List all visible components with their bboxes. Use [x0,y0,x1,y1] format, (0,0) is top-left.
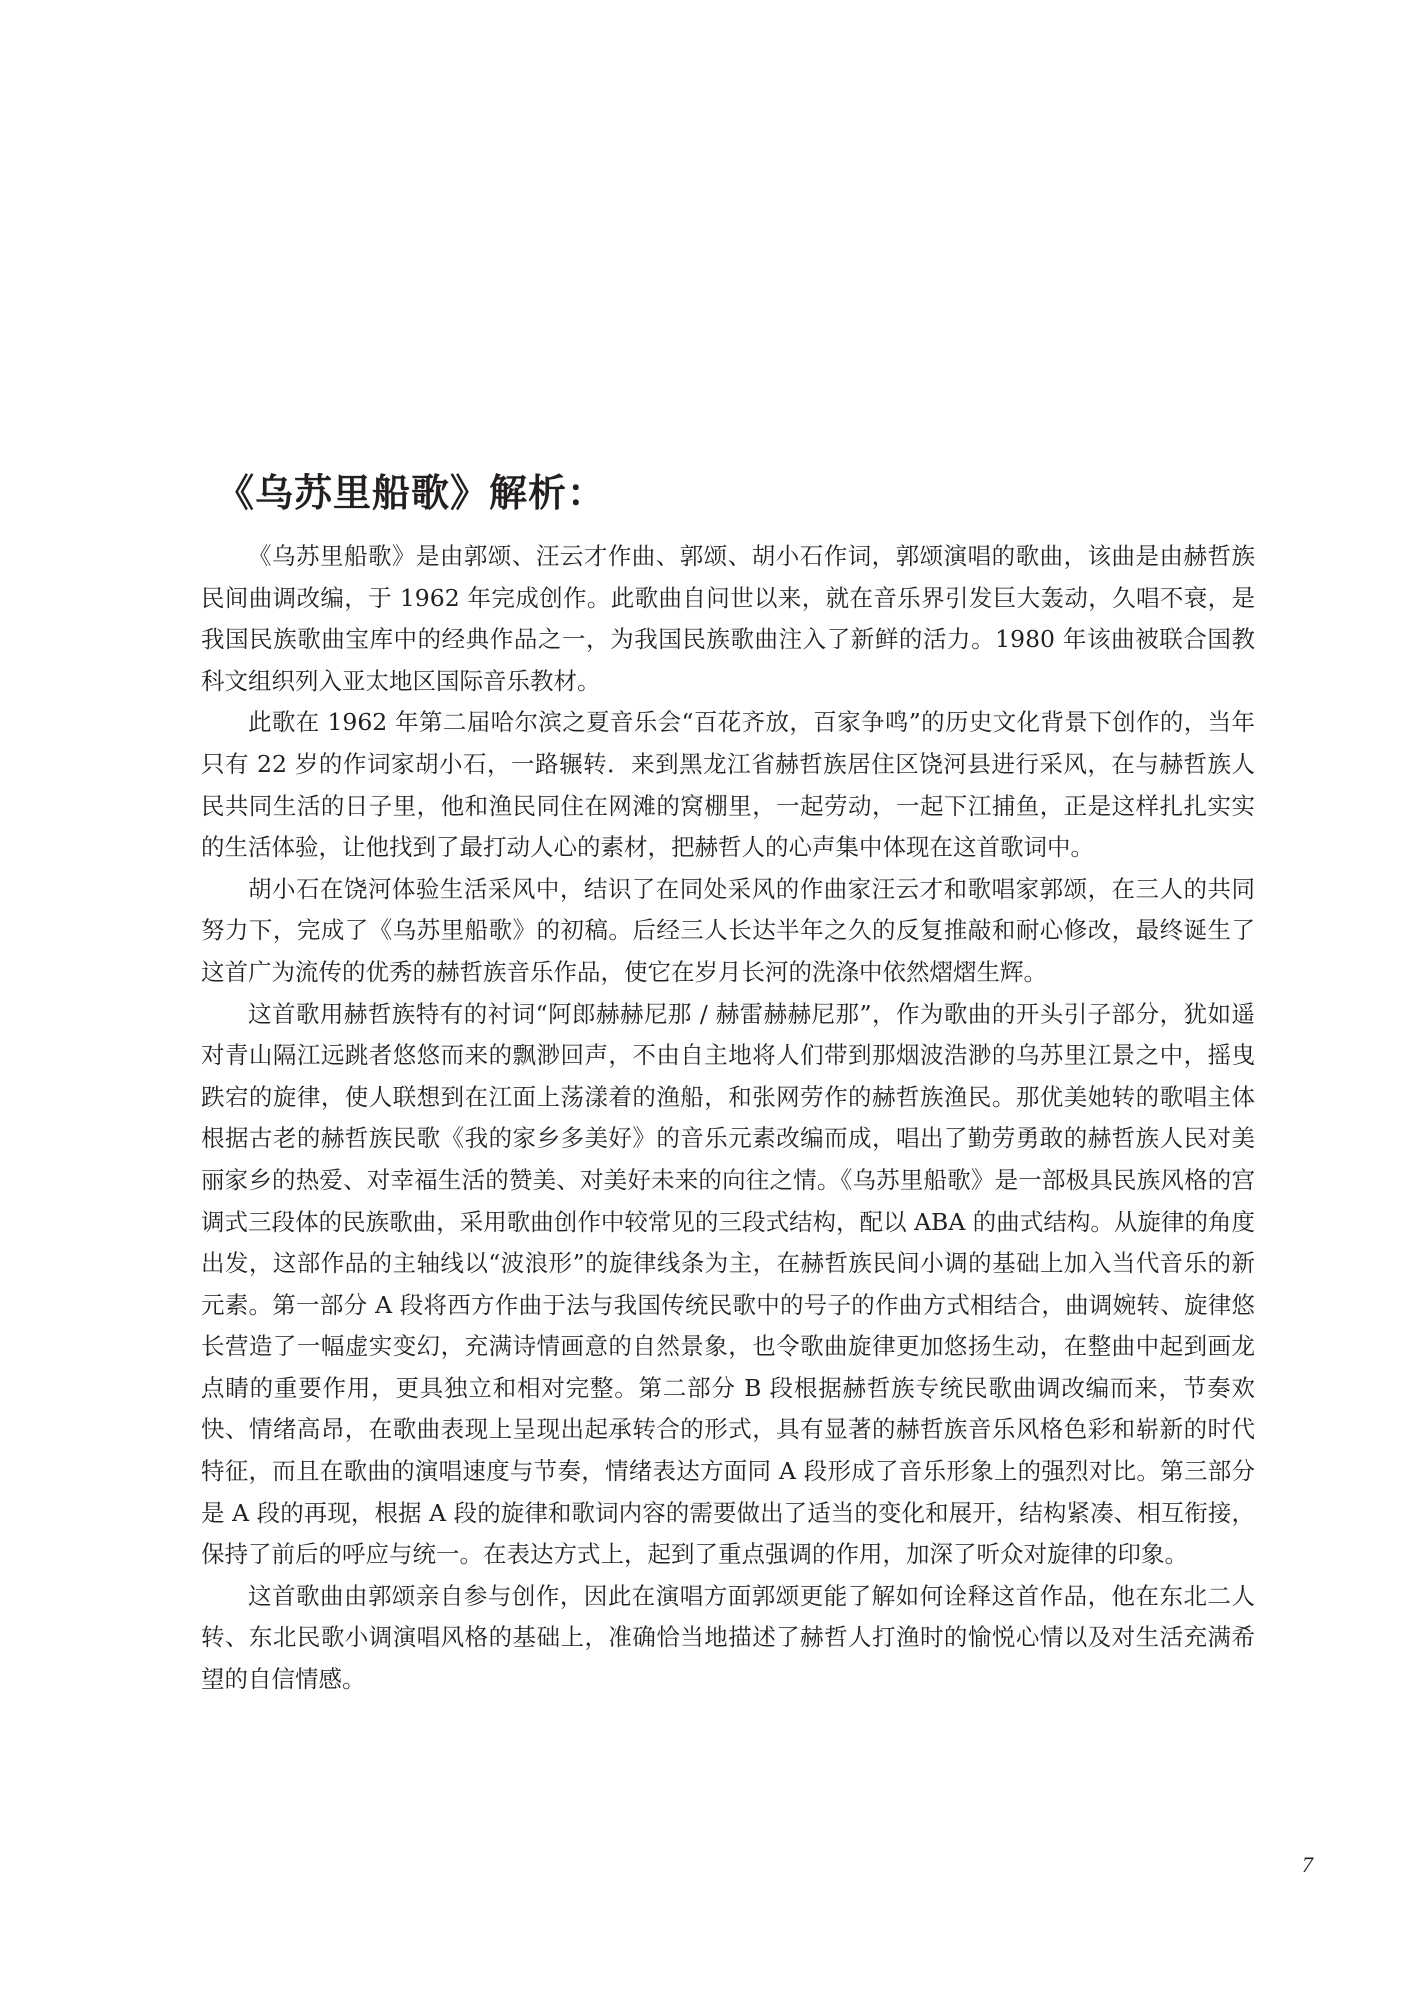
paragraph-1: 《乌苏里船歌》是由郭颂、汪云才作曲、郭颂、胡小石作词，郭颂演唱的歌曲，该曲是由赫哲族民间曲调改编，于 1962 年完成创作。此歌曲自问世以来，就在音乐界引发巨大轰动，久唱不衰，是我国民族歌曲宝库中的经典作品之一，为我国民族歌曲注入了新鲜的活力。1980 年该曲被联合国教科文组织列入亚太地区国际音乐教材。 [201,542,1255,695]
page-number: 7 [1302,1852,1313,1877]
paragraph-3: 胡小石在饶河体验生活采风中，结识了在同处采风的作曲家汪云才和歌唱家郭颂，在三人的共同努力下，完成了《乌苏里船歌》的初稿。后经三人长达半年之久的反复推敲和耐心修改，最终诞生了这首广为流传的优秀的赫哲族音乐作品，使它在岁月长河的洗涤中依然熠熠生辉。 [201,874,1255,986]
body-text [201,536,1255,1701]
paragraph-2: 此歌在 1962 年第二届哈尔滨之夏音乐会“百花齐放，百家争鸣”的历史文化背景下创作的，当年只有 22 岁的作词家胡小石，一路辗转．来到黑龙江省赫哲族居住区饶河县进行采风，在与赫哲族人民共同生活的日子里，他和渔民同住在网滩的窝棚里，一起劳动，一起下江捕鱼，正是这样扎扎实实的生活体验，让他找到了最打动人心的素材，把赫哲人的心声集中体现在这首歌词中。 [201,708,1255,862]
section-title: 《乌苏里船歌》解析： [216,470,607,515]
paragraph-4: 这首歌用赫哲族特有的衬词“阿郎赫赫尼那 / 赫雷赫赫尼那”，作为歌曲的开头引子部分，犹如遥对青山隔江远跳者悠悠而来的飘渺回声，不由自主地将人们带到那烟波浩渺的乌苏里江景之中，摇曳跌宕的旋律，使人联想到在江面上荡漾着的渔船，和张网劳作的赫哲族渔民。那优美她转的歌唱主体根据古老的赫哲族民歌《我的家乡多美好》的音乐元素改编而成，唱出了勤劳勇敢的赫哲族人民对美丽家乡的热爱、对幸福生活的赞美、对美好未来的向往之情。《乌苏里船歌》是一部极具民族风格的宫调式三段体的民族歌曲，采用歌曲创作中较常见的三段式结构，配以 ABA 的曲式结构。从旋律的角度出发，这部作品的主轴线以“波浪形”的旋律线条为主，在赫哲族民间小调的基础上加入当代音乐的新元素。第一部分 A 段将西方作曲于法与我国传统民歌中的号子的作曲方式相结合，曲调婉转、旋律悠长营造了一幅虚实变幻，充满诗情画意的自然景象，也令歌曲旋律更加悠扬生动，在整曲中起到画龙点睛的重要作用，更具独立和相对完整。第二部分 B 段根据赫哲族专统民歌曲调改编而来，节奏欢快、情绪高昂，在歌曲表现上呈现出起承转合的形式，具有显著的赫哲族音乐风格色彩和崭新的时代特征，而且在歌曲的演唱速度与节奏，情绪表达方面同 A 段形成了音乐形象上的强烈对比。第三部分是 A 段的再现，根据 A 段的旋律和歌词内容的需要做出了适当的变化和展开，结构紧凑、相互衔接，保持了前后的呼应与统一。在表达方式上，起到了重点强调的作用，加深了听众对旋律的印象。 [201,999,1255,1569]
paragraph-5: 这首歌曲由郭颂亲自参与创作，因此在演唱方面郭颂更能了解如何诠释这首作品，他在东北二人转、东北民歌小调演唱风格的基础上，准确恰当地描述了赫哲人打渔时的愉悦心情以及对生活充满希望的自信情感。 [201,1581,1255,1694]
